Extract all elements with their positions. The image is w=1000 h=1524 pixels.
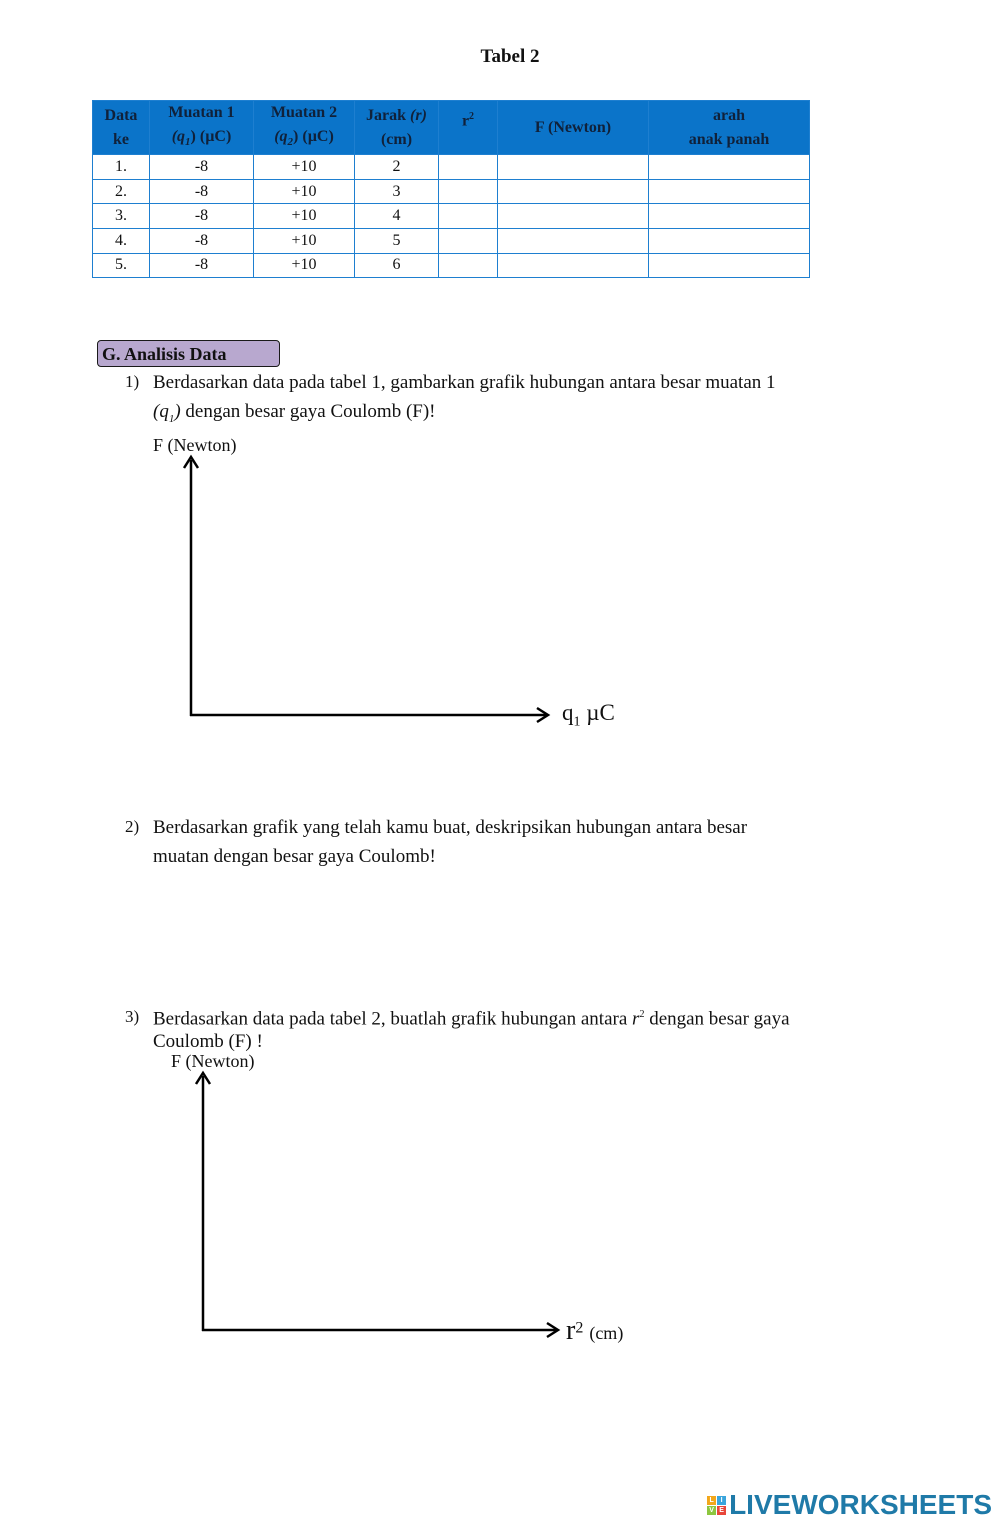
header-muatan1: Muatan 1 $(q_1)$ (µC) [150, 101, 254, 155]
graph1-x-axis-label: $q_1$ µC [562, 700, 615, 730]
header-arah: arah anak panah [649, 101, 810, 155]
question-1-text: Berdasarkan data pada tabel 1, gambarkan grafik hubungan antara besar muatan 1 $(q_1)$ dengan besar gaya Coulomb (F)! [153, 372, 776, 425]
cell-r: 2 [355, 155, 439, 180]
question-2-number: 2) [125, 817, 140, 836]
logo-mark-icon: L I V E [707, 1496, 726, 1515]
graph2-y-axis-label: F (Newton) [171, 1051, 255, 1071]
logo-text: LIVEWORKSHEETS [729, 1489, 992, 1520]
graph1-y-axis-label: F (Newton) [153, 435, 237, 455]
table-title: Tabel 2 [480, 46, 540, 67]
header-muatan2: Muatan 2 $(q_2)$ (µC) [254, 101, 355, 155]
cell-no: 5. [93, 253, 150, 278]
cell-q1: -8 [150, 204, 254, 229]
header-r2: $r^2$ [439, 101, 498, 155]
question-1-number: 1) [125, 372, 140, 391]
graph2-x-axis-label: r2 (cm) [566, 1315, 624, 1346]
cell-q2: +10 [254, 155, 355, 180]
cell-r: 3 [355, 179, 439, 204]
cell-q1: -8 [150, 228, 254, 253]
graph1-axes [184, 457, 548, 722]
header-jarak: Jarak (r) (cm) [355, 101, 439, 155]
cell-q2: +10 [254, 204, 355, 229]
cell-q1: -8 [150, 155, 254, 180]
cell-no: 4. [93, 228, 150, 253]
graph2-axes [196, 1073, 558, 1337]
liveworksheets-logo [707, 1489, 992, 1521]
cell-r: 5 [355, 228, 439, 253]
question-3-number: 3) [125, 1007, 140, 1026]
section-title-badge: G. Analisis Data [97, 340, 280, 367]
cell-q2: +10 [254, 228, 355, 253]
cell-r: 4 [355, 204, 439, 229]
cell-no: 3. [93, 204, 150, 229]
question-2-text: Berdasarkan grafik yang telah kamu buat, deskripsikan hubungan antara besar muatan dengan besar gaya Coulomb! [153, 817, 748, 867]
cell-no: 2. [93, 179, 150, 204]
cell-q2: +10 [254, 179, 355, 204]
cell-q1: -8 [150, 179, 254, 204]
cell-q2: +10 [254, 253, 355, 278]
cell-q1: -8 [150, 253, 254, 278]
question-3-text: Berdasarkan data pada tabel 2, buatlah grafik hubungan antara $r^2$ dengan besar gaya Coulomb (F) ! [153, 1008, 790, 1053]
header-data-ke: Data ke [93, 101, 150, 155]
header-f-newton: F (Newton) [498, 101, 649, 155]
cell-r: 6 [355, 253, 439, 278]
cell-no: 1. [93, 155, 150, 180]
